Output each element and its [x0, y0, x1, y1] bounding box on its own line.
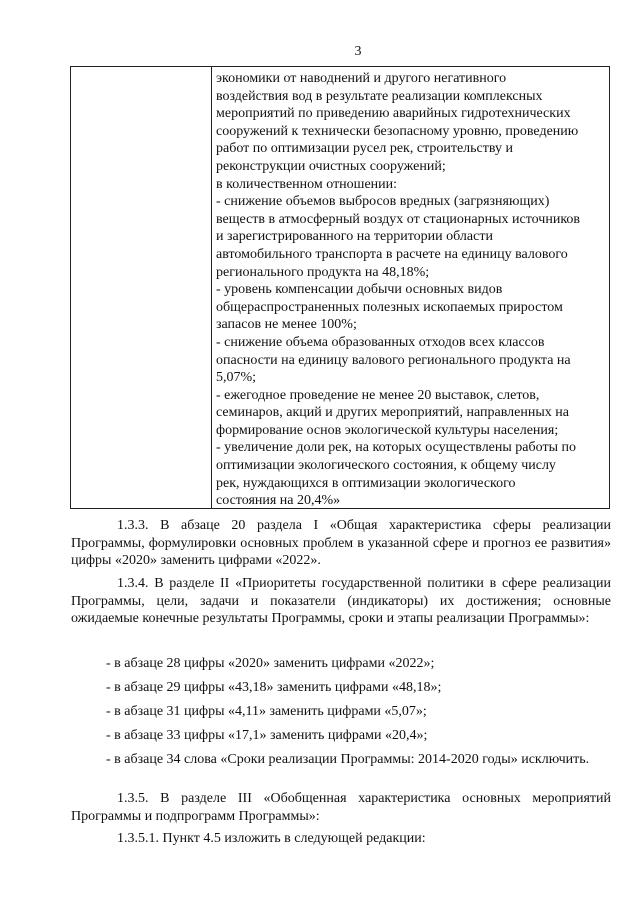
table-text-line: работ по оптимизации русел рек, строительству и	[216, 141, 514, 157]
table-text-line: веществ в атмосферный воздух от стационарных источников	[216, 211, 581, 227]
table-text-line: семинаров, акций и других мероприятий, направленных на	[216, 405, 569, 421]
table-text-line: сооружений к технически безопасному уровню, проведению	[216, 123, 579, 139]
table-text-line: 5,07%;	[216, 370, 257, 386]
paragraph-1-3-3: 1.3.3. В абзаце 20 раздела I «Общая характеристика сферы реализации Программы, формулировки основных проблем в указанной сфере и прогноз ее развития» цифры «2020» заменить цифрами «2022».	[71, 518, 611, 568]
table-text-line: в количественном отношении:	[216, 176, 398, 192]
table-text-line: - уровень компенсации добычи основных видов	[216, 282, 503, 298]
table-text-line: формирование основ экологической культуры населения;	[216, 422, 559, 438]
table-text-line: - снижение объема образованных отходов всех классов	[216, 334, 545, 350]
table-text-line: общераспространенных полезных ископаемых приростом	[216, 299, 563, 315]
table-text-line: - ежегодное проведение не менее 20 выставок, слетов,	[216, 387, 540, 403]
list-item-34: - в абзаце 34 слова «Сроки реализации Программы: 2014-2020 годы» исключить.	[106, 752, 590, 767]
table-text-line: реконструкции очистных сооружений;	[216, 158, 446, 174]
table-column-divider	[211, 67, 212, 508]
table-text-line: воздействия вод в результате реализации комплексных	[216, 88, 543, 104]
table-text-line: регионального продукта на 48,18%;	[216, 264, 430, 280]
list-item-33: - в абзаце 33 цифры «17,1» заменить цифрами «20,4»;	[106, 728, 428, 743]
table-text-line: экономики от наводнений и другого негативного	[216, 71, 507, 86]
table-text-line: автомобильного транспорта в расчете на единицу валового	[216, 246, 568, 262]
table-text-line: - увеличение доли рек, на которых осуществлены работы по	[216, 440, 576, 456]
table-text-line: мероприятий по приведению аварийных гидротехнических	[216, 106, 571, 122]
table-text-line: состояния на 20,4%»	[216, 493, 341, 509]
list-item-31: - в абзаце 31 цифры «4,11» заменить цифрами «5,07»;	[106, 704, 427, 719]
table-text-line: рек, нуждающихся в оптимизации экологического	[216, 475, 516, 491]
paragraph-1-3-4: 1.3.4. В разделе II «Приоритеты государственной политики в сфере реализации Программы, цели, задачи и показатели (индикаторы) их достижения; основные ожидаемые конечные результаты Программы, сроки и этапы реализации Программы»:	[71, 576, 611, 626]
list-item-29: - в абзаце 29 цифры «43,18» заменить цифрами «48,18»;	[106, 680, 442, 695]
table-text-line: опасности на единицу валового регионального продукта на	[216, 352, 571, 368]
list-item-28: - в абзаце 28 цифры «2020» заменить цифрами «2022»;	[106, 656, 435, 671]
table-cell-text	[216, 70, 605, 510]
page-number: 3	[354, 44, 362, 59]
table-text-line: оптимизации экологического состояния, к общему числу	[216, 458, 556, 474]
paragraph-1-3-5: 1.3.5. В разделе III «Обобщенная характеристика основных мероприятий Программы и подпрограмм Программы»:	[71, 791, 611, 824]
paragraph-1-3-5-1: 1.3.5.1. Пункт 4.5 изложить в следующей редакции:	[117, 831, 426, 846]
table-text-line: и зарегистрированного на территории области	[216, 229, 493, 245]
program-table-cell	[70, 66, 610, 509]
table-text-line: - снижение объемов выбросов вредных (загрязняющих)	[216, 194, 550, 210]
table-text-line: запасов не менее 100%;	[216, 317, 357, 333]
